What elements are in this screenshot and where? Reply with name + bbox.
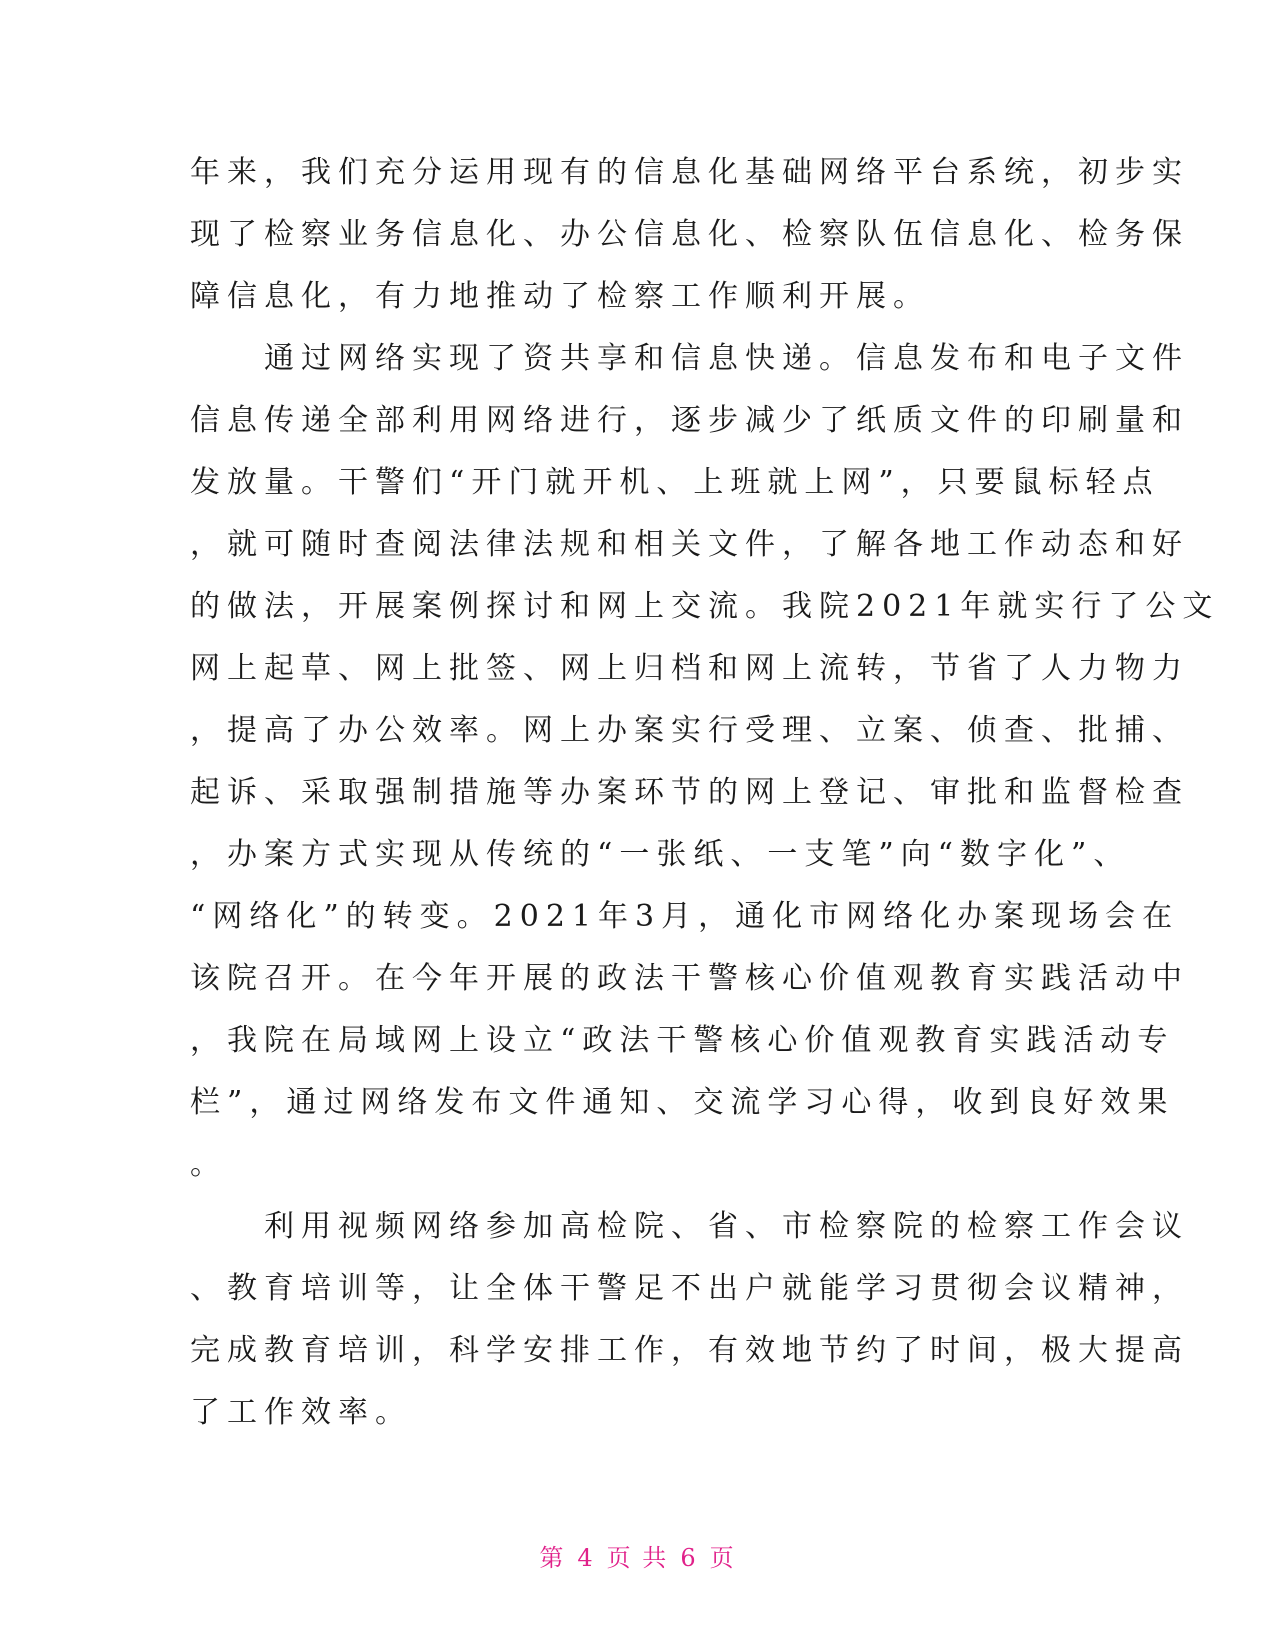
text-line: 通过网络实现了资共享和信息快递。信息发布和电子文件 <box>190 341 1189 376</box>
page-footer <box>0 1538 1275 1573</box>
document-body <box>190 142 1220 1444</box>
text-line: ，就可随时查阅法律法规和相关文件，了解各地工作动态和好 <box>190 527 1189 562</box>
text-line: 。 <box>190 1147 227 1182</box>
text-line: 发放量。干警们“开门就开机、上班就上网”，只要鼠标轻点 <box>190 465 1160 500</box>
text-line: 了工作效率。 <box>190 1395 412 1430</box>
page-number: 4 <box>577 1544 595 1572</box>
text-line: “网络化”的转变。2021年3月，通化市网络化办案现场会在 <box>190 899 1180 934</box>
text-line: 障信息化，有力地推动了检察工作顺利开展。 <box>190 279 930 314</box>
text-line: 信息传递全部利用网络进行，逐步减少了纸质文件的印刷量和 <box>190 403 1189 438</box>
total-pages: 6 <box>680 1544 698 1572</box>
text-line: 栏”，通过网络发布文件通知、交流学习心得，收到良好效果 <box>190 1085 1175 1120</box>
text-line: 现了检察业务信息化、办公信息化、检察队伍信息化、检务保 <box>190 217 1189 252</box>
footer-middle: 页 共 <box>606 1544 669 1572</box>
text-line: 年来，我们充分运用现有的信息化基础网络平台系统，初步实 <box>190 155 1189 190</box>
text-line: 该院召开。在今年开展的政法干警核心价值观教育实践活动中 <box>190 961 1189 996</box>
footer-suffix: 页 <box>709 1544 736 1572</box>
text-line: 利用视频网络参加高检院、省、市检察院的检察工作会议 <box>190 1209 1189 1244</box>
text-line: ，提高了办公效率。网上办案实行受理、立案、侦查、批捕、 <box>190 713 1189 748</box>
text-line: ，我院在局域网上设立“政法干警核心价值观教育实践活动专 <box>190 1023 1175 1058</box>
footer-prefix: 第 <box>539 1544 566 1572</box>
text-line: 的做法，开展案例探讨和网上交流。我院2021年就实行了公文 <box>190 589 1220 624</box>
text-line: 完成教育培训，科学安排工作，有效地节约了时间，极大提高 <box>190 1333 1189 1368</box>
text-line: ，办案方式实现从传统的“一张纸、一支笔”向“数字化”、 <box>190 837 1131 872</box>
text-line: 网上起草、网上批签、网上归档和网上流转，节省了人力物力 <box>190 651 1189 686</box>
text-line: 、教育培训等，让全体干警足不出户就能学习贯彻会议精神， <box>190 1271 1189 1306</box>
text-line: 起诉、采取强制措施等办案环节的网上登记、审批和监督检查 <box>190 775 1189 810</box>
